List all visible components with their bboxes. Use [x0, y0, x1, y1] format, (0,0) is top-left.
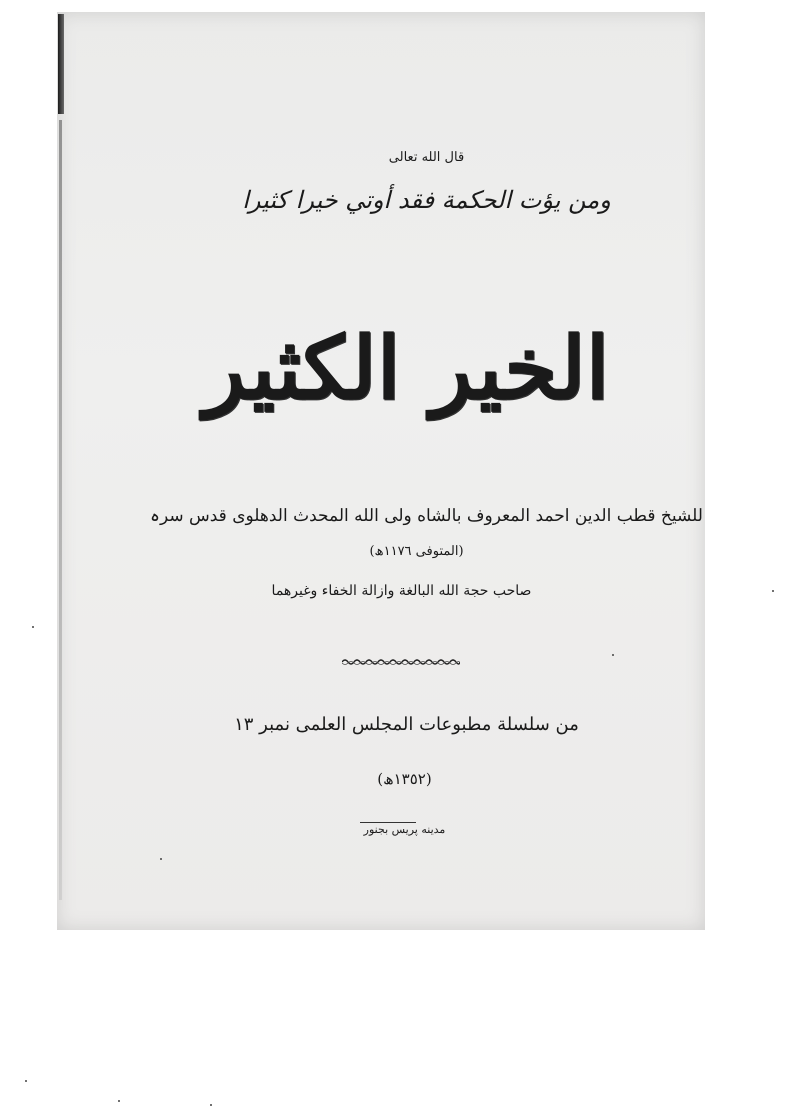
scan-speck — [612, 654, 614, 656]
ornamental-divider — [342, 658, 460, 666]
author-line: للشيخ قطب الدين احمد المعروف بالشاه ولى الله المحدث الدهلوى قدس سرہ — [150, 506, 703, 526]
author-death-date: (المتوفى ١١٧٦ھ) — [369, 544, 464, 559]
scan-speck — [25, 1080, 27, 1082]
epigraph-intro: قال الله تعالى — [388, 150, 465, 165]
scan-speck — [32, 626, 34, 628]
epigraph-verse: ومن يؤت الحكمة فقد أوتي خيرا كثيرا — [242, 186, 611, 214]
series-line: من سلسلة مطبوعات المجلس العلمى نمبر ١٣ — [234, 714, 579, 735]
publication-year: (١٣٥٢ھ) — [377, 770, 432, 788]
page-binding-edge — [58, 14, 64, 114]
author-works-line: صاحب حجة الله البالغة وازالة الخفاء وغيرهما — [271, 583, 532, 599]
scan-speck — [160, 858, 162, 860]
scan-speck — [118, 1100, 120, 1102]
press-name: مدینه پریس بجنور — [363, 823, 446, 836]
scan-speck — [210, 1104, 212, 1106]
book-title: الخير الكثير — [203, 318, 610, 419]
